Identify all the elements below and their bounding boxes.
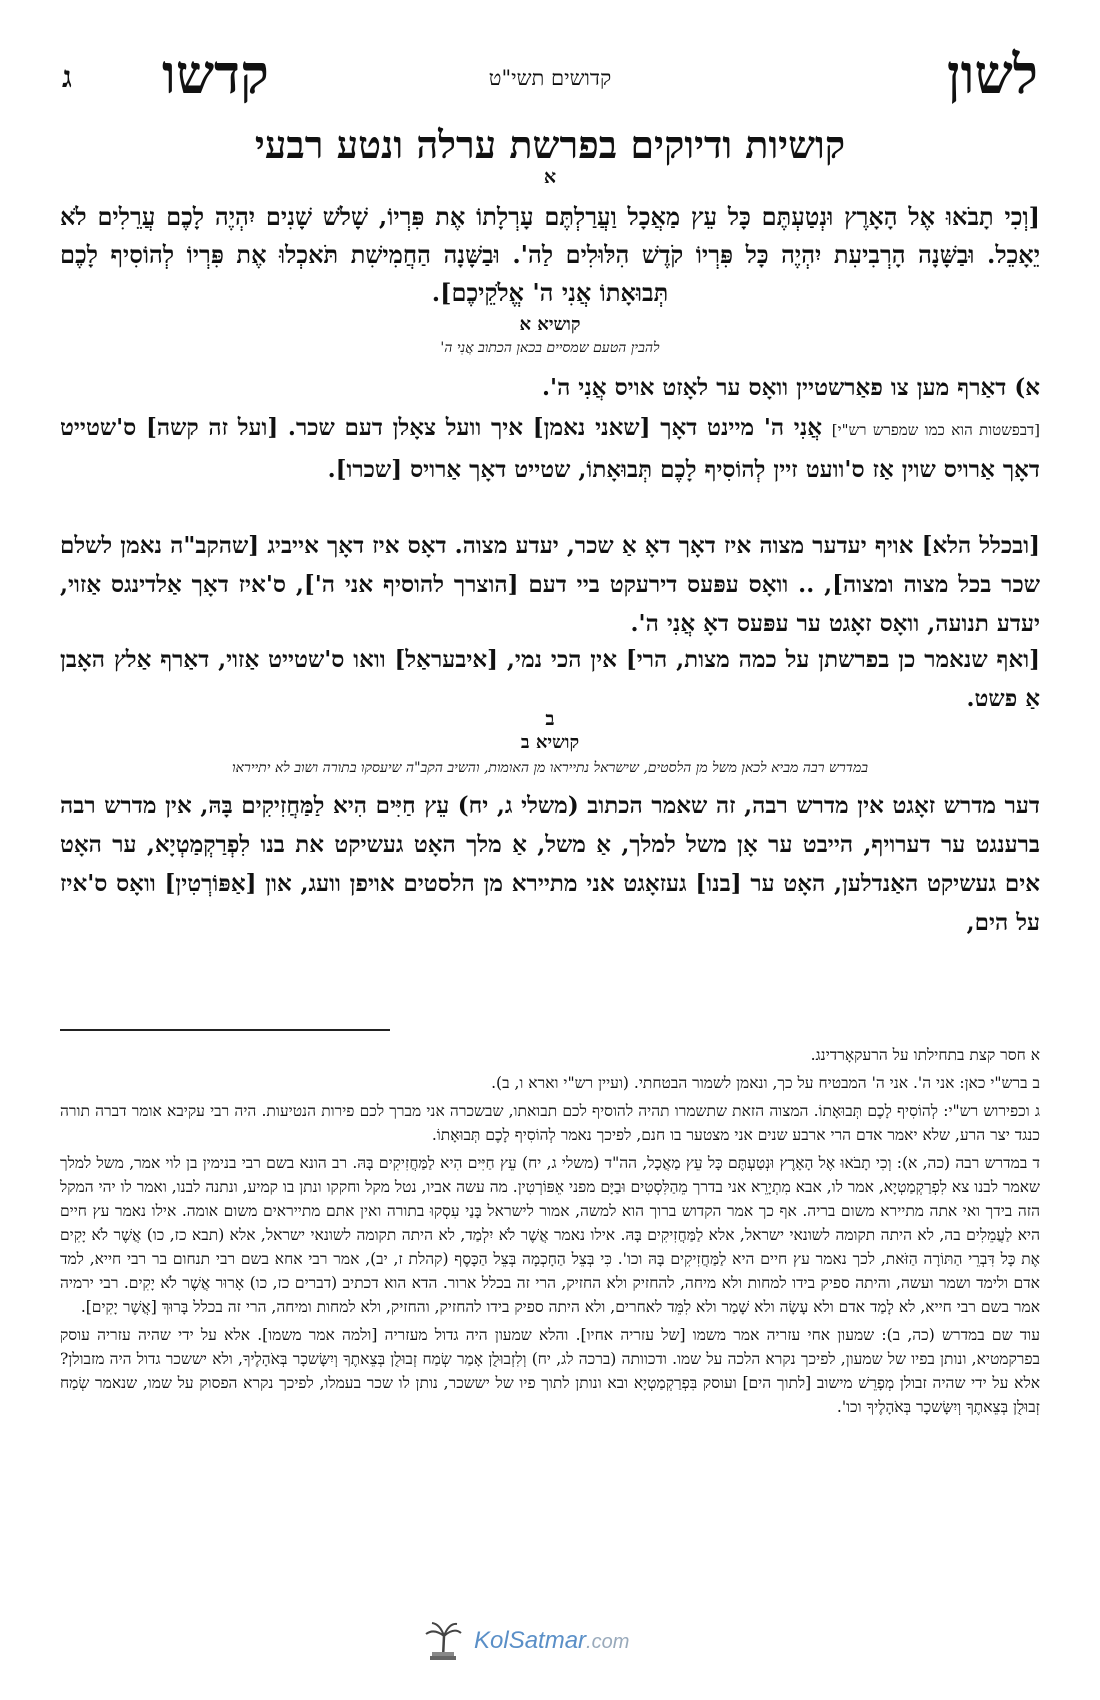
question-1-subtitle: להבין הטעם שמסיים בכאן הכתוב אֲנִי ה'	[440, 340, 660, 356]
section-marker-b: ב	[545, 708, 555, 730]
footnote-a: א חסר קצת בתחילתו על הרעקאָרדינג.	[810, 1046, 1040, 1064]
palm-tree-books-icon	[420, 1618, 466, 1664]
site-logo[interactable]	[420, 1618, 629, 1664]
header-title-right: לשון	[946, 42, 1038, 106]
footnote-b: ב ברש"י כאן: אני ה'. אני ה' המבטיח על כך, ונאמן לשמור הבטחתי. (ועיין רש"י וארא ו, ב).	[491, 1074, 1040, 1092]
question-1-line-1: א) דאַרף מען צו פאַרשטיין וואָס ער לאָזט אויס אֲנִי ה'.	[542, 374, 1040, 401]
question-1-heading: קושיא א	[519, 314, 581, 335]
question-2-paragraph-1: דער מדרש זאָגט אין מדרש רבה, זה שאמר הכתוב (משלי ג, יח) עֵץ חַיִּים הִיא לַמַּחֲזִיקִים בָּהּ, אין מדרש רבה ברענגט ער דערויף, הייבט ער אָן משל למלך, אַ משל, אַ מלך האָט געשיקט את בנו לִפְרַקְמַטְיָא, ער האָט אים געשיקט האַנדלען, האָט ער [בנו] געזאָגט אני מתיירא מן הלסטים אויפן וועג, און [אַפּוֹרְטִין] וואָס ס'איז על הים,	[60, 792, 1040, 936]
footnote-c: ג וכפירוש רש"י: לְהוֹסִיף לָכֶם תְּבוּאָתוֹ. המצוה הזאת שתשמרו תהיה להוסיף לכם תבואתו, שבשכרה אני מברך לכם פירות הנטיעות. היה רבי עקיבא אומר דברה תורה כנגד יצר הרע, שלא יאמר אדם הרי ארבע שנים אני מצטער בו חנם, לפיכך נאמר לְהוֹסִיף לָכֶם תְּבוּאָתוֹ.	[60, 1102, 1040, 1144]
header-title-left: קדשו	[162, 42, 269, 106]
page-header	[62, 42, 1038, 114]
footnote-d-continued: עוד שם במדרש (כה, ב): שמעון אחי עזריה אמר משמו [של עזריה אחיו]. והלא שמעון היה גדול מעזריה [ולמה אמר משמו]. אלא על ידי שהיה עזריה עוסק בפרקמטיא, ונותן בפיו של שמעון, לפיכך נקרא הלכה על שמו. ודכוותה (ברכה לג, יח) וְלִזְבוּלֻן אָמַר שְׂמַח זְבוּלֻן בְּצֵאתֶךָ וְיִשָּׂשכָר בְּאֹהָלֶיךָ, ולא יששכר גדול היה מזבולן? אלא על ידי שהיה זבולן מְפָרֵשׁ מישוב [לתוך הים] ועוסק בִּפְרַקְמַטְיָא ובא ונותן לתוך פיו של יששכר, נותן לו שכר בעמלו, לפיכך נקרא הפסוק על שמו, שנאמר שְׂמַח זְבוּלֻן בְּצֵאתֶךָ וְיִשָּׂשכָר בְּאֹהָלֶיךָ וכו'.	[60, 1326, 1040, 1416]
logo-text	[474, 1627, 629, 1655]
logo-name: KolSatmar	[474, 1627, 587, 1654]
footnote-separator	[60, 1029, 390, 1031]
section-title: קושיות ודיוקים בפרשת ערלה ונטע רבעי	[254, 122, 846, 167]
footnotes	[60, 1043, 1040, 1423]
section-marker-a: א	[543, 166, 557, 188]
footnote-d: ד במדרש רבה (כה, א): וְכִי תָבֹאוּ אֶל הָאָרֶץ וּנְטַעְתֶּם כָּל עֵץ מַאֲכָל, הה"ד (משלי ג, יח) עֵץ חַיִּים הִיא לַמַּחֲזִיקִים בָּהּ. רב הונא בשם רבי בנימין בן לוי אמר, משל למלך שאמר לבנו צא לִפְרַקְמַטְיָא, אמר לו, אבא מִתְיָרֵא אני בדרך מֵהַלִּסְטִים וּבַיָּם מפני אֵפּוֹרְטִין. מה עשה אביו, נטל מקל וחקקו ונתן בו קמיע, ונתנה לבנו, ואמר לו יהי המקל הזה בידך ואי אתה מתיירא משום בריה. אף כך אמר הקדוש ברוך הוא למשה, אמור לישראל בָּנַי עִסְקוּ בתורה ואין אתם מתייראים משום אומה. אילו נאמר עץ חיים היא לַעֲמֵלִים בה, לא היתה תקומה לשונאי ישראל, אלא לַמַּחֲזִיקִים בָּהּ. אילו נאמר אֲשֶׁר לֹא יִלְמַד, לא היתה תקומה לשונאי ישראל, אלא (תבא כז, כו) אֲשֶׁר לֹא יָקִים אֶת כָּל דִּבְרֵי הַתּוֹרָה הַזֹּאת, לכך נאמר עץ חיים היא לַמַּחֲזִיקִים בָּהּ וכו'. כִּי בְּצֵל הַחָכְמָה בְּצֵל הַכָּסֶף (קהלת ז, יב), אמר רבי אחא בשם רבי תנחום בר רבי חייא, למד אדם ולימד ושמר ועשה, והיתה ספיק בידו למחות ולא מיחה, להחזיק ולא החזיק, הרי זה בכלל ארור. הדא הוא דכתיב (דברים כז, כו) אָרוּר אֲשֶׁר לֹא יָקִים. רבי ירמיה אמר בשם רבי חייא, לא לָמַד אדם ולא עָשָׂה ולא שָׁמַר ולא לִמֵּד לאחרים, ולא היתה ספיק בידו להחזיק, והחזיק, ולא למחות ומיחה, הרי זה בכלל בָּרוּךְ [אֲשֶׁר יָקִים].	[60, 1154, 1040, 1316]
page-number: ג	[62, 60, 72, 95]
logo-domain: .com	[586, 1631, 630, 1653]
inline-note: [דבפשטות הוא כמו שמפרש רש"י]	[831, 421, 1040, 439]
question-2-subtitle: במדרש רבה מביא לכאן משל מן הלסטים, שישראל נתייראו מן האומות, והשיב הקב"ה שיעסקו בתורה ושוב לא יתייראו	[231, 760, 869, 776]
verse-block: [וְכִי תָבֹאוּ אֶל הָאָרֶץ וּנְטַעְתֶּם כָּל עֵץ מַאֲכָל וַעֲרַלְתֶּם עָרְלָתוֹ אֶת פִּרְיוֹ, שָׁלֹשׁ שָׁנִים יִהְיֶה לָכֶם עֲרֵלִים לֹא יֵאָכֵל. וּבַשָּׁנָה הָרְבִיעִת יִהְיֶה כָּל פִּרְיוֹ קֹדֶשׁ הִלּוּלִים לַה'. וּבַשָּׁנָה הַחֲמִישִׁת תֹּאכְלוּ אֶת פִּרְיוֹ לְהוֹסִיף לָכֶם תְּבוּאָתוֹ אֲנִי ה' אֱלֹקֵיכֶם].	[60, 202, 1040, 307]
header-subtitle: קדושים תשי"ט	[488, 66, 612, 90]
question-2-heading: קושיא ב	[520, 732, 580, 753]
question-1-paragraph-2	[60, 408, 1040, 489]
question-1-paragraph-3: [ובכלל הלא] אויף יעדער מצוה איז דאָך דאָ אַ שכר, יעדע מצוה. דאָס איז דאָך אייביג [שהקב"ה נאמן לשלם שכר בכל מצוה ומצוה], .. וואָס עפּעס דירעקט ביי דעם [הוצרך להוסיף אני ה'], ס'איז דאָך אַלדינגס אַזוי, יעדע תנועה, וואָס זאָגט ער עפּעס דאָ אֲנִי ה'.	[60, 532, 1040, 637]
question-1-paragraph-4: [ואף שנאמר כן בפרשתן על כמה מצות, הרי] אין הכי נמי, [איבעראַל] וואו ס'שטייט אַזוי, דאַרף אַלץ האָבן אַ פשט.	[60, 646, 1040, 712]
paragraph-text: אֲנִי ה' מיינט דאָך [שאני נאמן] איך וועל צאָלן דעם שכר. [ועל זה קשה] ס'שטייט דאָך אַרויס שוין אַז ס'וועט זיין לְהוֹסִיף לָכֶם תְּבוּאָתוֹ, שטייט דאָך אַרויס [שכרו].	[60, 414, 1040, 483]
